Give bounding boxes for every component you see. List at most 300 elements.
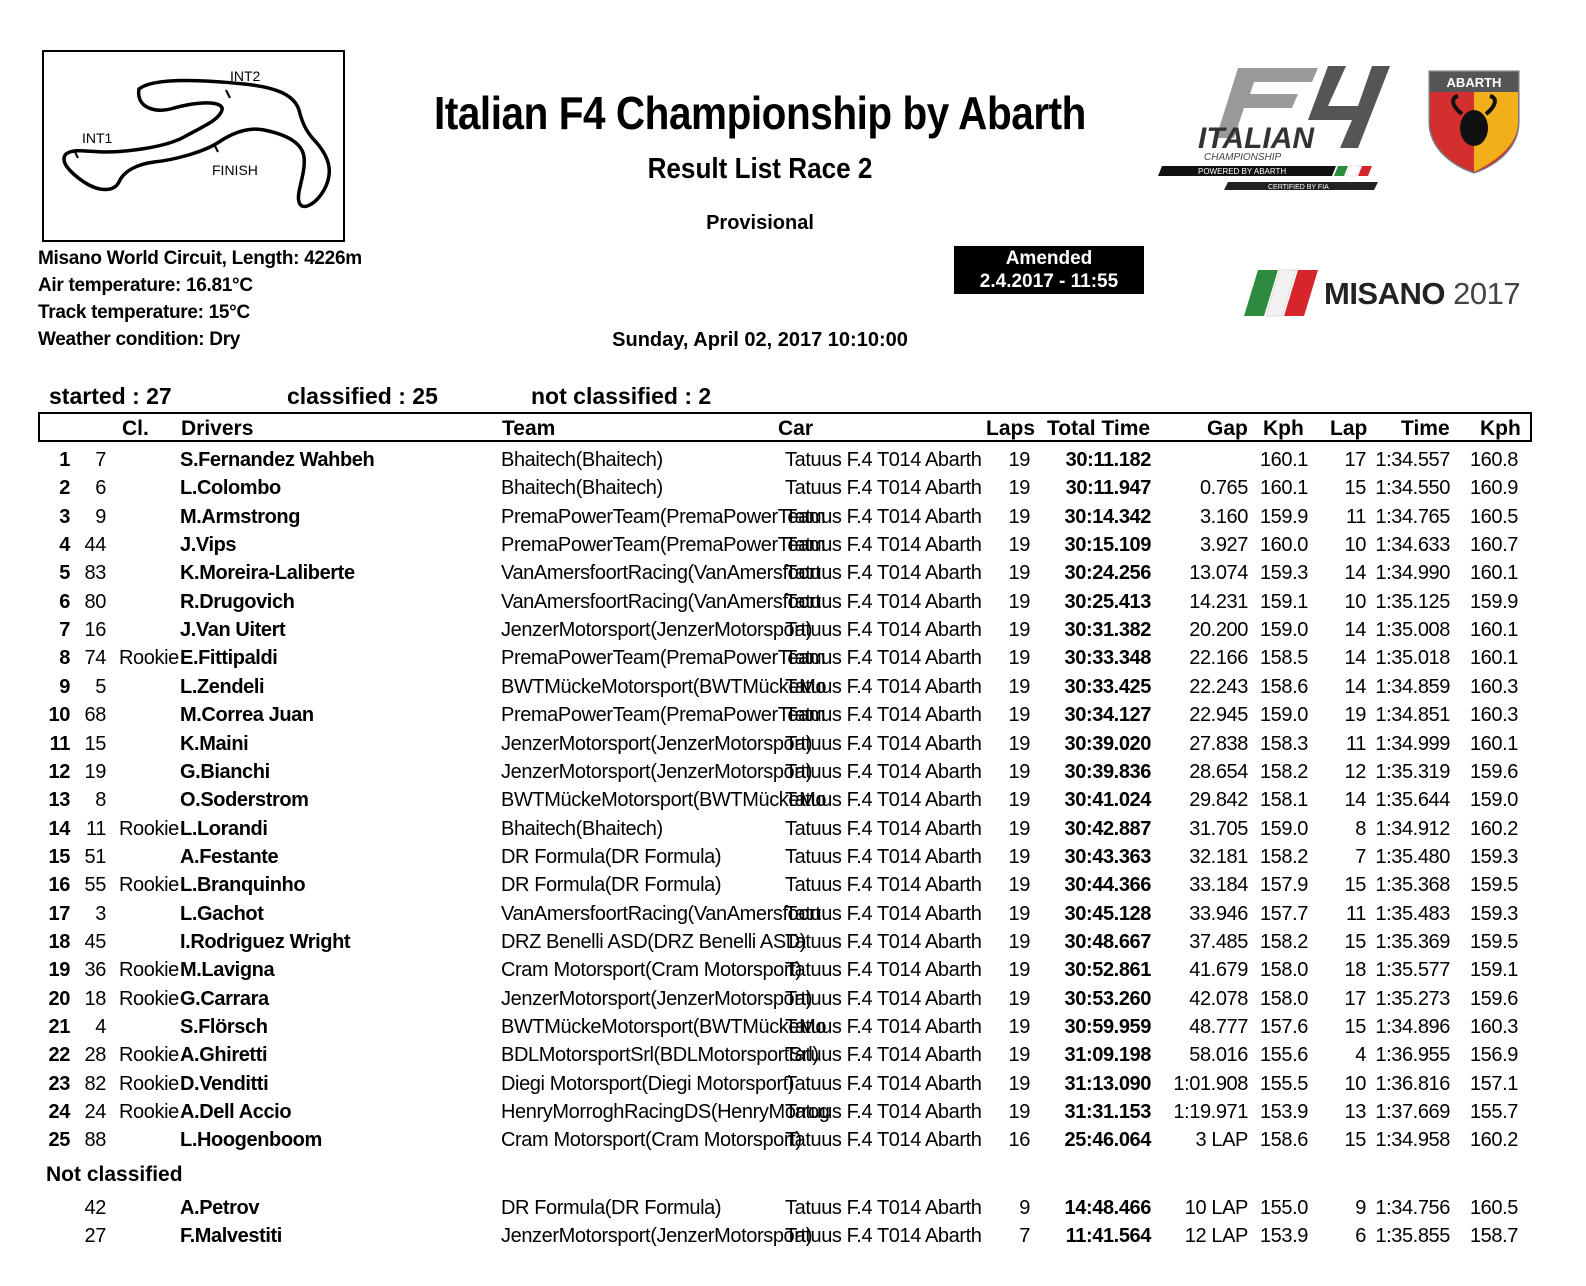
cell-total: 30:24.256 [1064, 562, 1151, 585]
cell-lap: 17 [1344, 449, 1366, 471]
table-row [0, 644, 1586, 672]
cell-time: 1:35.008 [1375, 619, 1450, 642]
cell-car: Tatuus F.4 T014 Abarth [785, 1101, 982, 1124]
cell-car: Tatuus F.4 T014 Abarth [785, 477, 982, 500]
cell-kph2: 160.2 [1469, 1129, 1518, 1152]
cell-driver: S.Flörsch [180, 1016, 268, 1038]
cell-kph: 158.5 [1259, 647, 1308, 670]
cell-time: 1:34.958 [1375, 1129, 1450, 1152]
cell-gap: 28.654 [1189, 760, 1248, 783]
cell-laps: 19 [1008, 505, 1030, 528]
cell-time: 1:37.669 [1375, 1101, 1450, 1124]
cell-pos: 25 [48, 1129, 70, 1152]
cell-gap: 1:01.908 [1173, 1072, 1248, 1095]
cell-laps: 19 [1008, 534, 1030, 557]
cell-time: 1:35.273 [1375, 987, 1450, 1010]
cell-laps: 19 [1008, 987, 1030, 1010]
cell-num: 7 [95, 449, 106, 471]
cell-pos: 24 [48, 1101, 70, 1124]
table-row [0, 786, 1586, 814]
cell-driver: L.Hoogenboom [180, 1129, 322, 1152]
f4-italian-text: ITALIAN [1198, 122, 1315, 155]
cell-kph: 159.0 [1259, 704, 1308, 727]
started-count: started : 27 [49, 383, 172, 409]
cell-num: 4 [95, 1016, 106, 1038]
cell-laps: 19 [1008, 1044, 1030, 1067]
cell-total: 30:59.959 [1064, 1016, 1151, 1038]
cell-lap: 14 [1344, 675, 1366, 698]
cell-kph2: 160.1 [1469, 732, 1518, 755]
cell-laps: 19 [1008, 619, 1030, 642]
table-row [0, 1070, 1586, 1098]
cell-total: 30:39.836 [1064, 760, 1151, 783]
cell-kph: 159.0 [1259, 817, 1308, 840]
cell-time: 1:35.125 [1375, 590, 1450, 613]
cell-team: DR Formula(DR Formula) [501, 874, 722, 897]
cell-time: 1:34.912 [1375, 817, 1450, 840]
cell-laps: 19 [1008, 874, 1030, 897]
cell-kph2: 160.3 [1469, 1016, 1518, 1038]
cell-pos: 9 [59, 675, 70, 698]
table-row [0, 985, 1586, 1013]
cell-driver: K.Maini [180, 732, 249, 755]
cell-lap: 15 [1344, 1129, 1366, 1152]
cell-driver: I.Rodriguez Wright [180, 930, 351, 953]
cell-team: BWTMückeMotorsport(BWTMückeMo [501, 789, 827, 812]
cell-kph: 158.2 [1259, 760, 1308, 783]
weather-condition: Weather condition: Dry [38, 329, 241, 350]
cell-pos: 11 [49, 732, 70, 755]
cell-car: Tatuus F.4 T014 Abarth [785, 449, 982, 471]
cell-laps: 19 [1008, 1016, 1030, 1038]
table-row [0, 588, 1586, 616]
cell-gap: 37.485 [1189, 930, 1248, 953]
cell-laps: 19 [1008, 732, 1030, 755]
table-row [0, 730, 1586, 758]
cell-kph2: 160.7 [1469, 534, 1518, 557]
col-drivers: Drivers [181, 417, 254, 440]
cell-time: 1:35.018 [1375, 647, 1450, 670]
cell-team: JenzerMotorsport(JenzerMotorsport) [501, 760, 812, 783]
cell-kph2: 156.9 [1469, 1044, 1518, 1067]
cell-num: 80 [84, 590, 106, 613]
cell-kph: 158.2 [1259, 845, 1308, 868]
cell-kph: 158.6 [1259, 1129, 1308, 1152]
cell-team: JenzerMotorsport(JenzerMotorsport) [501, 987, 812, 1010]
cell-car: Tatuus F.4 T014 Abarth [785, 1225, 982, 1248]
cell-kph: 155.0 [1259, 1197, 1308, 1219]
cell-kph: 153.9 [1259, 1101, 1308, 1124]
col-kph: Kph [1263, 417, 1304, 440]
cell-kph2: 159.1 [1469, 959, 1518, 982]
col-kph2: Kph [1480, 417, 1521, 440]
cell-lap: 14 [1344, 647, 1366, 670]
cell-kph2: 160.1 [1469, 647, 1518, 670]
event-title: MISANO [1324, 276, 1445, 311]
table-row [0, 531, 1586, 559]
table-row [0, 1194, 1586, 1222]
cell-kph: 158.0 [1259, 987, 1308, 1010]
cell-lap: 14 [1344, 789, 1366, 812]
cell-car: Tatuus F.4 T014 Abarth [785, 505, 982, 528]
cell-car: Tatuus F.4 T014 Abarth [785, 562, 982, 585]
cell-team: HenryMorroghRacingDS(HenryMorrog [501, 1101, 830, 1124]
cell-time: 1:34.550 [1375, 477, 1450, 500]
cell-num: 18 [84, 987, 106, 1010]
cell-kph2: 155.7 [1469, 1101, 1518, 1124]
cell-total: 30:39.020 [1064, 732, 1151, 755]
cell-laps: 19 [1008, 647, 1030, 670]
cell-pos: 17 [48, 902, 70, 925]
cell-lap: 8 [1355, 817, 1366, 840]
cell-kph2: 160.9 [1469, 477, 1518, 500]
cell-car: Tatuus F.4 T014 Abarth [785, 534, 982, 557]
cell-car: Tatuus F.4 T014 Abarth [785, 930, 982, 953]
col-laps: Laps [986, 417, 1036, 440]
cell-car: Tatuus F.4 T014 Abarth [785, 959, 982, 982]
cell-time: 1:35.483 [1375, 902, 1450, 925]
event-year: 2017 [1453, 276, 1521, 311]
col-time: Time [1401, 417, 1450, 440]
int2-label: INT2 [230, 68, 261, 84]
col-lap: Lap [1330, 417, 1368, 440]
cell-team: PremaPowerTeam(PremaPowerTeam [501, 505, 826, 528]
cell-team: DRZ Benelli ASD(DRZ Benelli ASD) [501, 930, 807, 953]
cell-laps: 19 [1008, 930, 1030, 953]
cell-team: VanAmersfoortRacing(VanAmersfoort [501, 902, 821, 925]
cell-time: 1:35.368 [1375, 874, 1450, 897]
cell-lap: 13 [1344, 1101, 1366, 1124]
cell-car: Tatuus F.4 T014 Abarth [785, 1044, 982, 1067]
cell-team: JenzerMotorsport(JenzerMotorsport) [501, 1225, 812, 1248]
cell-num: 19 [84, 760, 106, 783]
cell-gap: 13.074 [1189, 562, 1248, 585]
cell-pos: 18 [48, 930, 70, 953]
cell-car: Tatuus F.4 T014 Abarth [785, 675, 982, 698]
cell-kph2: 159.3 [1469, 845, 1518, 868]
cell-laps: 7 [1019, 1225, 1030, 1248]
cell-num: 24 [84, 1101, 106, 1124]
cell-car: Tatuus F.4 T014 Abarth [785, 874, 982, 897]
table-row [0, 673, 1586, 701]
cell-lap: 10 [1344, 534, 1366, 557]
cell-total: 30:34.127 [1064, 704, 1151, 727]
cell-gap: 3.160 [1199, 505, 1248, 528]
cell-lap: 6 [1355, 1225, 1366, 1248]
col-gap: Gap [1207, 417, 1248, 440]
cell-car: Tatuus F.4 T014 Abarth [785, 1197, 982, 1219]
cell-team: Cram Motorsport(Cram Motorsport) [501, 959, 802, 982]
cell-total: 30:33.425 [1064, 675, 1151, 698]
cell-team: Diegi Motorsport(Diegi Motorsport) [501, 1072, 795, 1095]
cell-car: Tatuus F.4 T014 Abarth [785, 1129, 982, 1152]
cell-num: 8 [95, 789, 106, 812]
cell-total: 30:53.260 [1064, 987, 1151, 1010]
table-row [0, 900, 1586, 928]
cell-total: 31:13.090 [1064, 1072, 1151, 1095]
cell-num: 6 [95, 477, 106, 500]
table-row [0, 1041, 1586, 1069]
table-row [0, 758, 1586, 786]
cell-kph: 158.0 [1259, 959, 1308, 982]
cell-kph2: 158.7 [1469, 1225, 1518, 1248]
cell-pos: 23 [48, 1072, 70, 1095]
col-class: Cl. [122, 417, 149, 440]
cell-driver: A.Petrov [180, 1197, 260, 1219]
cell-car: Tatuus F.4 T014 Abarth [785, 845, 982, 868]
cell-driver: A.Festante [180, 845, 279, 868]
cell-driver: G.Carrara [180, 987, 269, 1010]
cell-driver: J.Vips [180, 534, 237, 557]
col-team: Team [502, 417, 556, 440]
cell-car: Tatuus F.4 T014 Abarth [785, 704, 982, 727]
cell-lap: 15 [1344, 1016, 1366, 1038]
cell-gap: 41.679 [1189, 959, 1248, 982]
cell-gap: 22.166 [1189, 647, 1248, 670]
cell-gap: 31.705 [1189, 817, 1248, 840]
cell-time: 1:36.816 [1375, 1072, 1450, 1095]
cell-gap: 22.945 [1189, 704, 1248, 727]
cell-cl: Rookie [119, 1044, 179, 1067]
cell-laps: 19 [1008, 675, 1030, 698]
cell-num: 5 [95, 675, 106, 698]
not-classified-count: not classified : 2 [531, 383, 712, 409]
cell-total: 14:48.466 [1064, 1197, 1151, 1219]
cell-team: BWTMückeMotorsport(BWTMückeMo [501, 675, 827, 698]
cell-team: BDLMotorsportSrl(BDLMotorsportSrl) [501, 1044, 819, 1067]
table-row [0, 446, 1586, 474]
cell-num: 27 [84, 1225, 106, 1248]
cell-driver: E.Fittipaldi [180, 647, 278, 670]
cell-gap: 32.181 [1189, 845, 1248, 868]
cell-driver: L.Gachot [180, 902, 264, 925]
table-row [0, 956, 1586, 984]
cell-total: 30:52.861 [1064, 959, 1151, 982]
cell-kph: 157.7 [1259, 902, 1308, 925]
table-row [0, 843, 1586, 871]
cell-total: 30:42.887 [1064, 817, 1151, 840]
cell-pos: 1 [59, 449, 70, 471]
table-row [0, 503, 1586, 531]
cell-driver: L.Lorandi [180, 817, 268, 840]
cell-cl: Rookie [119, 647, 179, 670]
f4-championship-logo [1158, 58, 1388, 198]
cell-driver: S.Fernandez Wahbeh [180, 449, 375, 471]
cell-team: VanAmersfoortRacing(VanAmersfoort [501, 562, 821, 585]
cell-lap: 7 [1355, 845, 1366, 868]
cell-kph2: 160.1 [1469, 562, 1518, 585]
cell-kph2: 160.8 [1469, 449, 1518, 471]
table-row [0, 1126, 1586, 1154]
cell-num: 16 [84, 619, 106, 642]
cell-num: 3 [95, 902, 106, 925]
cell-total: 30:45.128 [1064, 902, 1151, 925]
f4-powered-text: POWERED BY ABARTH [1198, 167, 1287, 176]
cell-time: 1:34.633 [1375, 534, 1450, 557]
cell-kph2: 159.3 [1469, 902, 1518, 925]
cell-num: 74 [84, 647, 106, 670]
cell-num: 68 [84, 704, 106, 727]
cell-gap: 10 LAP [1184, 1197, 1248, 1219]
cell-laps: 19 [1008, 562, 1030, 585]
cell-laps: 9 [1019, 1197, 1030, 1219]
cell-num: 42 [84, 1197, 106, 1219]
cell-gap: 0.765 [1199, 477, 1248, 500]
cell-num: 51 [84, 845, 106, 868]
cell-cl: Rookie [119, 874, 179, 897]
f4-cert-text: CERTIFIED BY FIA [1268, 184, 1329, 191]
track-layout-icon [44, 52, 343, 240]
cell-num: 11 [86, 817, 106, 840]
cell-kph2: 159.5 [1469, 930, 1518, 953]
cell-lap: 14 [1344, 562, 1366, 585]
cell-car: Tatuus F.4 T014 Abarth [785, 647, 982, 670]
cell-kph2: 160.2 [1469, 817, 1518, 840]
table-row [0, 559, 1586, 587]
cell-gap: 1:19.971 [1173, 1101, 1248, 1124]
cell-kph: 159.0 [1259, 619, 1308, 642]
amended-badge [954, 246, 1144, 294]
cell-team: JenzerMotorsport(JenzerMotorsport) [501, 619, 812, 642]
cell-driver: M.Armstrong [180, 505, 301, 528]
cell-cl: Rookie [119, 1072, 179, 1095]
amended-time: 2.4.2017 - 11:55 [979, 271, 1119, 292]
cell-kph2: 160.5 [1469, 1197, 1518, 1219]
event-name [1324, 276, 1520, 312]
cell-time: 1:34.999 [1375, 732, 1450, 755]
page-title: Italian F4 Championship by Abarth [434, 87, 1086, 139]
cell-time: 1:34.851 [1375, 704, 1450, 727]
table-row [0, 871, 1586, 899]
cell-num: 45 [84, 930, 106, 953]
cell-car: Tatuus F.4 T014 Abarth [785, 1016, 982, 1038]
cell-lap: 17 [1344, 987, 1366, 1010]
cell-cl: Rookie [119, 817, 179, 840]
cell-pos: 15 [48, 845, 70, 868]
cell-laps: 19 [1008, 817, 1030, 840]
cell-driver: R.Drugovich [180, 590, 295, 613]
cell-car: Tatuus F.4 T014 Abarth [785, 590, 982, 613]
cell-num: 9 [95, 505, 106, 528]
cell-driver: J.Van Uitert [180, 619, 286, 642]
cell-kph: 158.6 [1259, 675, 1308, 698]
int1-label: INT1 [82, 130, 113, 146]
cell-laps: 19 [1008, 789, 1030, 812]
misano-flag-logo [1240, 270, 1322, 318]
cell-pos: 7 [59, 619, 70, 642]
cell-laps: 19 [1008, 590, 1030, 613]
cell-pos: 20 [48, 987, 70, 1010]
cell-lap: 10 [1344, 1072, 1366, 1095]
italian-flag-icon [1240, 270, 1322, 318]
cell-gap: 12 LAP [1184, 1225, 1248, 1248]
cell-pos: 21 [48, 1016, 70, 1038]
cell-lap: 4 [1355, 1044, 1366, 1067]
cell-pos: 4 [59, 534, 70, 557]
table-row [0, 1098, 1586, 1126]
table-row [0, 474, 1586, 502]
cell-kph: 157.6 [1259, 1016, 1308, 1038]
cell-gap: 3.927 [1199, 534, 1248, 557]
cell-num: 83 [84, 562, 106, 585]
col-total-time: Total Time [1047, 417, 1151, 440]
cell-total: 25:46.064 [1064, 1129, 1151, 1152]
cell-kph: 155.6 [1259, 1044, 1308, 1067]
cell-driver: G.Bianchi [180, 760, 270, 783]
cell-kph2: 159.6 [1469, 760, 1518, 783]
cell-num: 36 [84, 959, 106, 982]
cell-pos: 12 [48, 760, 70, 783]
table-row [0, 928, 1586, 956]
cell-lap: 15 [1344, 477, 1366, 500]
cell-kph2: 159.9 [1469, 590, 1518, 613]
status-label: Provisional [706, 212, 814, 234]
cell-pos: 13 [48, 789, 70, 812]
cell-team: Bhaitech(Bhaitech) [501, 449, 663, 471]
table-row [0, 815, 1586, 843]
cell-team: BWTMückeMotorsport(BWTMückeMo [501, 1016, 827, 1038]
cell-car: Tatuus F.4 T014 Abarth [785, 817, 982, 840]
abarth-text: ABARTH [1446, 75, 1502, 90]
cell-total: 30:11.182 [1065, 449, 1151, 471]
cell-driver: L.Branquinho [180, 874, 306, 897]
cell-kph: 155.5 [1259, 1072, 1308, 1095]
cell-pos: 16 [48, 874, 70, 897]
cell-kph2: 160.1 [1469, 619, 1518, 642]
cell-team: JenzerMotorsport(JenzerMotorsport) [501, 732, 812, 755]
cell-team: DR Formula(DR Formula) [501, 845, 722, 868]
cell-gap: 3 LAP [1195, 1129, 1248, 1152]
cell-laps: 19 [1008, 760, 1030, 783]
track-temperature: Track temperature: 15°C [38, 302, 250, 323]
cell-car: Tatuus F.4 T014 Abarth [785, 1072, 982, 1095]
cell-num: 15 [84, 732, 106, 755]
f4-logo-icon [1158, 58, 1388, 198]
cell-gap: 33.184 [1189, 874, 1248, 897]
cell-cl: Rookie [119, 987, 179, 1010]
race-datetime: Sunday, April 02, 2017 10:10:00 [612, 329, 908, 351]
cell-pos: 2 [59, 477, 70, 500]
cell-time: 1:35.319 [1375, 760, 1450, 783]
cell-kph2: 160.3 [1469, 704, 1518, 727]
table-row [0, 616, 1586, 644]
cell-time: 1:34.859 [1375, 675, 1450, 698]
cell-time: 1:35.577 [1375, 959, 1450, 982]
cell-team: Bhaitech(Bhaitech) [501, 477, 663, 500]
cell-gap: 27.838 [1189, 732, 1248, 755]
cell-driver: M.Lavigna [180, 959, 275, 982]
cell-driver: A.Ghiretti [180, 1044, 268, 1067]
cell-car: Tatuus F.4 T014 Abarth [785, 619, 982, 642]
cell-laps: 19 [1008, 1072, 1030, 1095]
cell-lap: 15 [1344, 874, 1366, 897]
cell-kph2: 160.3 [1469, 675, 1518, 698]
cell-lap: 12 [1344, 760, 1366, 783]
cell-kph: 160.1 [1259, 477, 1308, 500]
cell-lap: 18 [1344, 959, 1366, 982]
cell-laps: 19 [1008, 477, 1030, 500]
cell-num: 55 [84, 874, 106, 897]
cell-gap: 14.231 [1189, 590, 1248, 613]
cell-total: 30:25.413 [1064, 590, 1151, 613]
cell-total: 30:14.342 [1064, 505, 1151, 528]
cell-total: 30:31.382 [1064, 619, 1151, 642]
cell-time: 1:34.557 [1375, 449, 1450, 471]
cell-total: 30:48.667 [1064, 930, 1151, 953]
cell-laps: 16 [1008, 1129, 1030, 1152]
cell-total: 11:41.564 [1065, 1225, 1151, 1248]
cell-pos: 10 [48, 704, 70, 727]
